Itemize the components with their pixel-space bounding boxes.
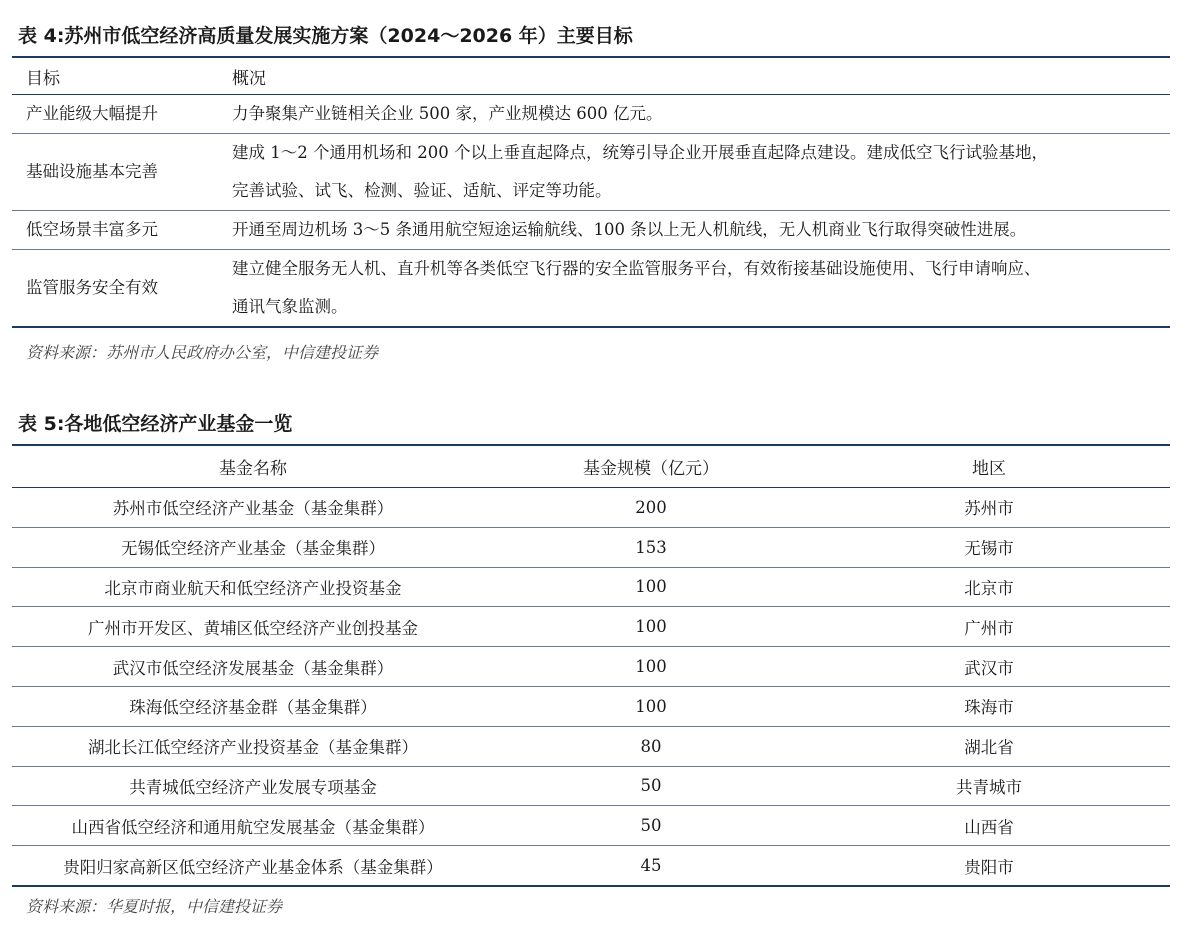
table-row — [12, 806, 1170, 846]
table-row — [12, 211, 1170, 250]
overview-line: 完善试验、试飞、检测、验证、适航、评定等功能。 — [232, 181, 612, 200]
region-cell: 苏州市 — [808, 488, 1170, 528]
table-row — [12, 846, 1170, 886]
table-row — [12, 766, 1170, 806]
region-cell: 武汉市 — [808, 647, 1170, 687]
table-row — [12, 250, 1170, 328]
overview-line: 力争聚集产业链相关企业 500 家，产业规模达 600 亿元。 — [232, 104, 663, 123]
column-header-goal: 目标 — [12, 57, 222, 95]
table5-header-row — [12, 445, 1170, 488]
table-row — [12, 134, 1170, 211]
fund-scale-cell: 50 — [494, 766, 808, 806]
region-cell: 珠海市 — [808, 686, 1170, 726]
table-row — [12, 686, 1170, 726]
region-cell: 北京市 — [808, 567, 1170, 607]
fund-name-cell: 共青城低空经济产业发展专项基金 — [12, 766, 494, 806]
table5-body — [12, 488, 1170, 886]
fund-name-cell: 苏州市低空经济产业基金（基金集群） — [12, 488, 494, 528]
column-header-region: 地区 — [808, 445, 1170, 488]
goal-cell: 监管服务安全有效 — [12, 250, 222, 328]
fund-scale-cell: 100 — [494, 686, 808, 726]
region-cell: 贵阳市 — [808, 846, 1170, 886]
table-row — [12, 567, 1170, 607]
fund-name-cell: 珠海低空经济基金群（基金集群） — [12, 686, 494, 726]
fund-scale-cell: 100 — [494, 567, 808, 607]
table5-title: 表 5:各地低空经济产业基金一览 — [18, 413, 293, 435]
fund-name-cell: 武汉市低空经济发展基金（基金集群） — [12, 647, 494, 687]
table4-header-row — [12, 57, 1170, 95]
fund-name-cell: 广州市开发区、黄埔区低空经济产业创投基金 — [12, 607, 494, 647]
fund-name-cell: 无锡低空经济产业基金（基金集群） — [12, 527, 494, 567]
goal-cell: 基础设施基本完善 — [12, 134, 222, 211]
region-cell: 湖北省 — [808, 726, 1170, 766]
fund-name-cell: 贵阳归家高新区低空经济产业基金体系（基金集群） — [12, 846, 494, 886]
column-header-fund-name: 基金名称 — [12, 445, 494, 488]
overview-line: 通讯气象监测。 — [232, 297, 348, 316]
fund-scale-cell: 153 — [494, 527, 808, 567]
fund-name-cell: 湖北长江低空经济产业投资基金（基金集群） — [12, 726, 494, 766]
region-cell: 无锡市 — [808, 527, 1170, 567]
fund-name-cell: 北京市商业航天和低空经济产业投资基金 — [12, 567, 494, 607]
fund-scale-cell: 200 — [494, 488, 808, 528]
fund-name-cell: 山西省低空经济和通用航空发展基金（基金集群） — [12, 806, 494, 846]
table4 — [12, 56, 1170, 328]
goal-cell: 低空场景丰富多元 — [12, 211, 222, 250]
overview-cell — [222, 211, 1170, 250]
region-cell: 广州市 — [808, 607, 1170, 647]
region-cell: 山西省 — [808, 806, 1170, 846]
fund-scale-cell: 100 — [494, 647, 808, 687]
fund-scale-cell: 45 — [494, 846, 808, 886]
overview-line: 建立健全服务无人机、直升机等各类低空飞行器的安全监管服务平台，有效衔接基础设施使用、飞行申请响应、 — [232, 259, 1041, 278]
table-row — [12, 488, 1170, 528]
overview-cell — [222, 95, 1170, 134]
fund-scale-cell: 100 — [494, 607, 808, 647]
table5-source: 资料来源：华夏时报，中信建投证券 — [26, 897, 283, 916]
table-row — [12, 726, 1170, 766]
table-row — [12, 647, 1170, 687]
table-row — [12, 527, 1170, 567]
column-header-fund-scale: 基金规模（亿元） — [494, 445, 808, 488]
table-row — [12, 607, 1170, 647]
fund-scale-cell: 80 — [494, 726, 808, 766]
region-cell: 共青城市 — [808, 766, 1170, 806]
table4-source: 资料来源：苏州市人民政府办公室，中信建投证券 — [26, 343, 379, 362]
table5 — [12, 444, 1170, 887]
overview-cell — [222, 134, 1170, 211]
table4-title: 表 4:苏州市低空经济高质量发展实施方案（2024～2026 年）主要目标 — [18, 25, 633, 47]
overview-cell — [222, 250, 1170, 328]
overview-line: 建成 1～2 个通用机场和 200 个以上垂直起降点，统筹引导企业开展垂直起降点建设。建成低空飞行试验基地， — [232, 143, 1048, 162]
overview-line: 开通至周边机场 3～5 条通用航空短途运输航线、100 条以上无人机航线，无人机商业飞行取得突破性进展。 — [232, 220, 1027, 239]
table-row — [12, 95, 1170, 134]
goal-cell: 产业能级大幅提升 — [12, 95, 222, 134]
column-header-overview: 概况 — [222, 57, 1170, 95]
fund-scale-cell: 50 — [494, 806, 808, 846]
